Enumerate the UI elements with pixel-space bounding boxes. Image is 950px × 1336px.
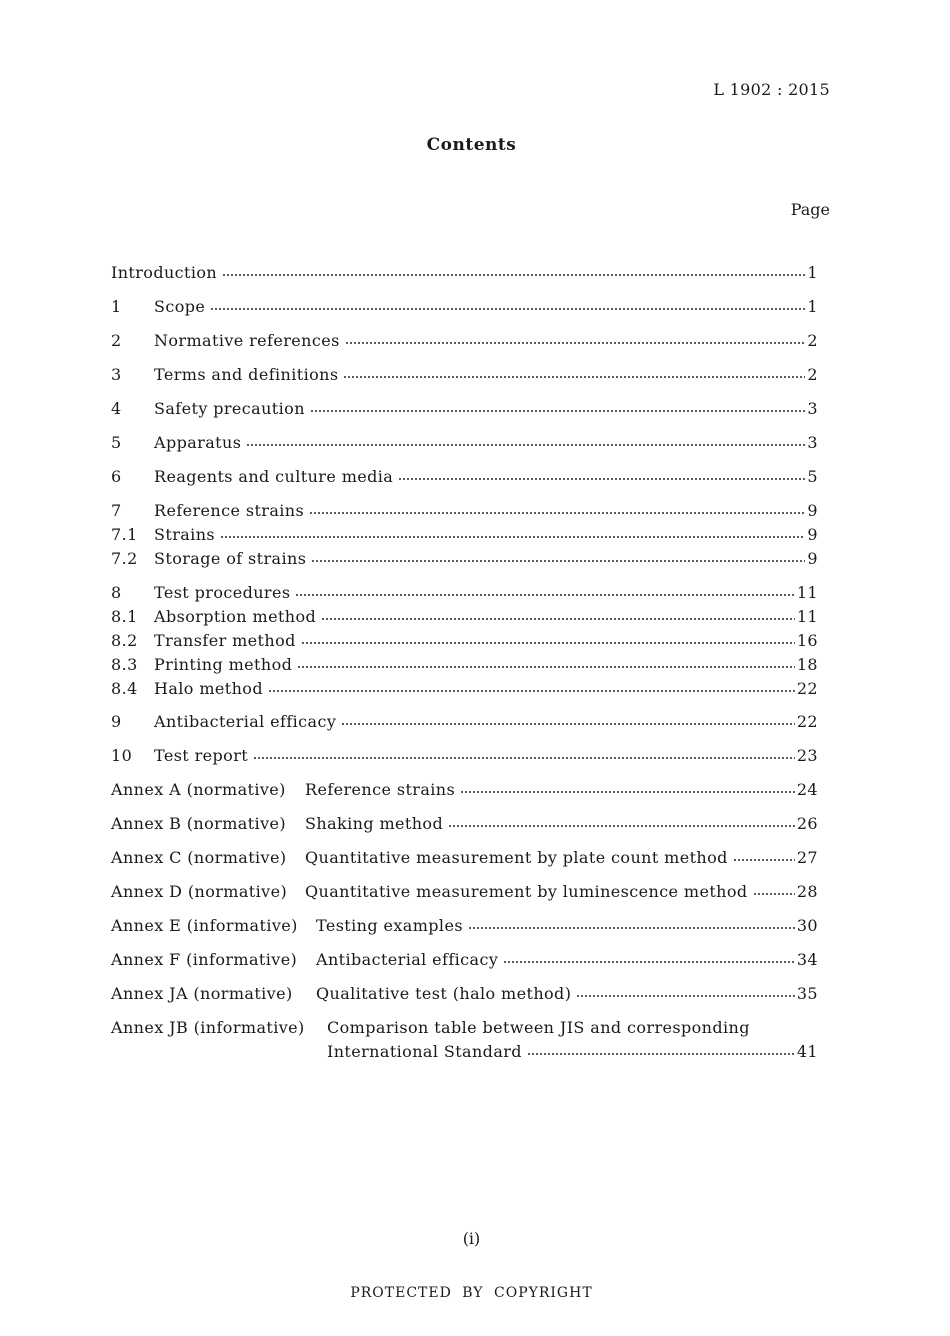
toc-entry-title: Antibacterial efficacy	[316, 950, 499, 969]
toc-page-number: 34	[796, 950, 818, 969]
toc-entry-title-line1: Comparison table between JIS and corresponding	[327, 1018, 750, 1037]
toc-page-number: 2	[807, 331, 818, 350]
toc-section-number: 8	[111, 583, 122, 602]
toc-entry-8-4[interactable]	[111, 678, 818, 700]
toc-section-number: 9	[111, 712, 122, 731]
toc-page-number: 5	[807, 467, 818, 486]
toc-entry-7-1[interactable]	[111, 524, 818, 546]
toc-section-number: 8.4	[111, 679, 138, 698]
toc-entry-10[interactable]	[111, 745, 818, 767]
toc-section-number: 8.3	[111, 655, 138, 674]
toc-page-number: 3	[807, 433, 818, 452]
toc-entry-title: Absorption method	[154, 607, 317, 626]
toc-entry-title: Scope	[154, 297, 206, 316]
toc-page-number: 23	[796, 746, 818, 765]
toc-page-number: 9	[807, 525, 818, 544]
toc-entry-title: Safety precaution	[154, 399, 305, 418]
toc-page-number: 24	[796, 780, 818, 799]
toc-entry-introduction[interactable]	[111, 262, 818, 284]
toc-page-number: 18	[796, 655, 818, 674]
toc-annex-label: Annex F (informative)	[111, 950, 298, 969]
dot-leader	[448, 816, 795, 829]
toc-entry-annex-jb[interactable]	[111, 1017, 818, 1063]
toc-section-number: 3	[111, 365, 122, 384]
toc-page-number: 11	[796, 583, 818, 602]
toc-section-number: 7.1	[111, 525, 138, 544]
toc-entry-title: Qualitative test (halo method)	[316, 984, 572, 1003]
toc-page-number: 16	[796, 631, 818, 650]
toc-section-number: 8.1	[111, 607, 138, 626]
toc-annex-label: Annex E (informative)	[111, 916, 298, 935]
dot-leader	[345, 333, 806, 346]
toc-section-number: 7.2	[111, 549, 138, 568]
standard-number: L 1902 : 2015	[713, 80, 830, 99]
dot-leader	[220, 527, 805, 540]
toc-entry-annex-c[interactable]	[111, 847, 818, 869]
toc-entry-title: Apparatus	[154, 433, 242, 452]
toc-entry-title: Antibacterial efficacy	[154, 712, 337, 731]
toc-page-number: 9	[807, 501, 818, 520]
toc-page-number: 3	[807, 399, 818, 418]
toc-entry-annex-ja[interactable]	[111, 983, 818, 1005]
toc-entry-title: Transfer method	[154, 631, 296, 650]
toc-page-number: 1	[807, 263, 818, 282]
dot-leader	[341, 714, 795, 727]
toc-entry-annex-d[interactable]	[111, 881, 818, 903]
dot-leader	[301, 633, 795, 646]
page-title: Contents	[426, 135, 517, 155]
toc-page-number: 2	[807, 365, 818, 384]
toc-entry-4[interactable]	[111, 398, 818, 420]
dot-leader	[246, 435, 805, 448]
toc-page-number: 28	[796, 882, 818, 901]
toc-page-number: 1	[807, 297, 818, 316]
toc-entry-title: Terms and definitions	[154, 365, 339, 384]
dot-leader	[343, 367, 805, 380]
toc-page-number: 22	[796, 679, 818, 698]
toc-entry-title: Introduction	[111, 263, 218, 282]
toc-annex-label: Annex JB (informative)	[111, 1018, 305, 1037]
toc-page-number: 27	[796, 848, 818, 867]
toc-entry-title: Test report	[154, 746, 249, 765]
toc-entry-title: Strains	[154, 525, 216, 544]
dot-leader	[321, 609, 795, 622]
dot-leader	[210, 299, 805, 312]
dot-leader	[398, 469, 805, 482]
toc-page-number: 22	[796, 712, 818, 731]
toc-section-number: 4	[111, 399, 122, 418]
toc-entry-title: Reference strains	[305, 780, 456, 799]
dot-leader	[527, 1044, 795, 1057]
toc-entry-title: Test procedures	[154, 583, 291, 602]
dot-leader	[268, 681, 795, 694]
toc-section-number: 7	[111, 501, 122, 520]
toc-section-number: 1	[111, 297, 122, 316]
toc-entry-8-3[interactable]	[111, 654, 818, 676]
toc-section-number: 10	[111, 746, 133, 765]
toc-page-number: 30	[796, 916, 818, 935]
toc-section-number: 6	[111, 467, 122, 486]
toc-page-number: 11	[796, 607, 818, 626]
toc-page-number: 9	[807, 549, 818, 568]
toc-entry-title: Reagents and culture media	[154, 467, 394, 486]
dot-leader	[733, 850, 795, 863]
toc-entry-title: Quantitative measurement by plate count method	[305, 848, 728, 867]
toc-page-number: 35	[796, 984, 818, 1003]
dot-leader	[297, 657, 795, 670]
dot-leader	[311, 551, 805, 564]
dot-leader	[503, 952, 795, 965]
toc-entry-9[interactable]	[111, 711, 818, 733]
toc-annex-label: Annex B (normative)	[111, 814, 287, 833]
dot-leader	[310, 401, 806, 414]
toc-entry-title: Quantitative measurement by luminescence method	[305, 882, 748, 901]
toc-entry-7[interactable]	[111, 500, 818, 522]
toc-entry-7-2[interactable]	[111, 548, 818, 570]
dot-leader	[309, 503, 805, 516]
page-number: (i)	[462, 1229, 481, 1248]
toc-entry-1[interactable]	[111, 296, 818, 318]
toc-entry-title-line2: International Standard	[327, 1042, 522, 1061]
copyright-notice: PROTECTED BY COPYRIGHT	[350, 1285, 593, 1301]
dot-leader	[253, 748, 795, 761]
toc-section-number: 2	[111, 331, 122, 350]
toc-entry-5[interactable]	[111, 432, 818, 454]
dot-leader	[468, 918, 795, 931]
toc-entry-title: Storage of strains	[154, 549, 307, 568]
toc-section-number: 5	[111, 433, 122, 452]
toc-annex-label: Annex D (normative)	[111, 882, 288, 901]
dot-leader	[460, 782, 795, 795]
dot-leader	[753, 884, 795, 897]
toc-entry-annex-b[interactable]	[111, 813, 818, 835]
toc-entry-title: Printing method	[154, 655, 293, 674]
page-column-label: Page	[790, 200, 830, 219]
toc-entry-2[interactable]	[111, 330, 818, 352]
toc-entry-8-1[interactable]	[111, 606, 818, 628]
dot-leader	[295, 585, 794, 598]
toc-entry-8-2[interactable]	[111, 630, 818, 652]
toc-entry-annex-f[interactable]	[111, 949, 818, 971]
toc-entry-6[interactable]	[111, 466, 818, 488]
toc-entry-title: Testing examples	[316, 916, 463, 935]
toc-entry-title: Halo method	[154, 679, 263, 698]
toc-annex-label: Annex C (normative)	[111, 848, 287, 867]
toc-entry-title: Reference strains	[154, 501, 305, 520]
toc-entry-3[interactable]	[111, 364, 818, 386]
toc-entry-title: Shaking method	[305, 814, 444, 833]
toc-page-number: 26	[796, 814, 818, 833]
toc-annex-label: Annex JA (normative)	[111, 984, 293, 1003]
toc-section-number: 8.2	[111, 631, 138, 650]
toc-entry-annex-a[interactable]	[111, 779, 818, 801]
toc-entry-8[interactable]	[111, 582, 818, 604]
toc-annex-label: Annex A (normative)	[111, 780, 286, 799]
toc-entry-title: Normative references	[154, 331, 340, 350]
toc-entry-annex-e[interactable]	[111, 915, 818, 937]
toc-page-number: 41	[796, 1042, 818, 1061]
dot-leader	[576, 986, 794, 999]
dot-leader	[222, 265, 805, 278]
